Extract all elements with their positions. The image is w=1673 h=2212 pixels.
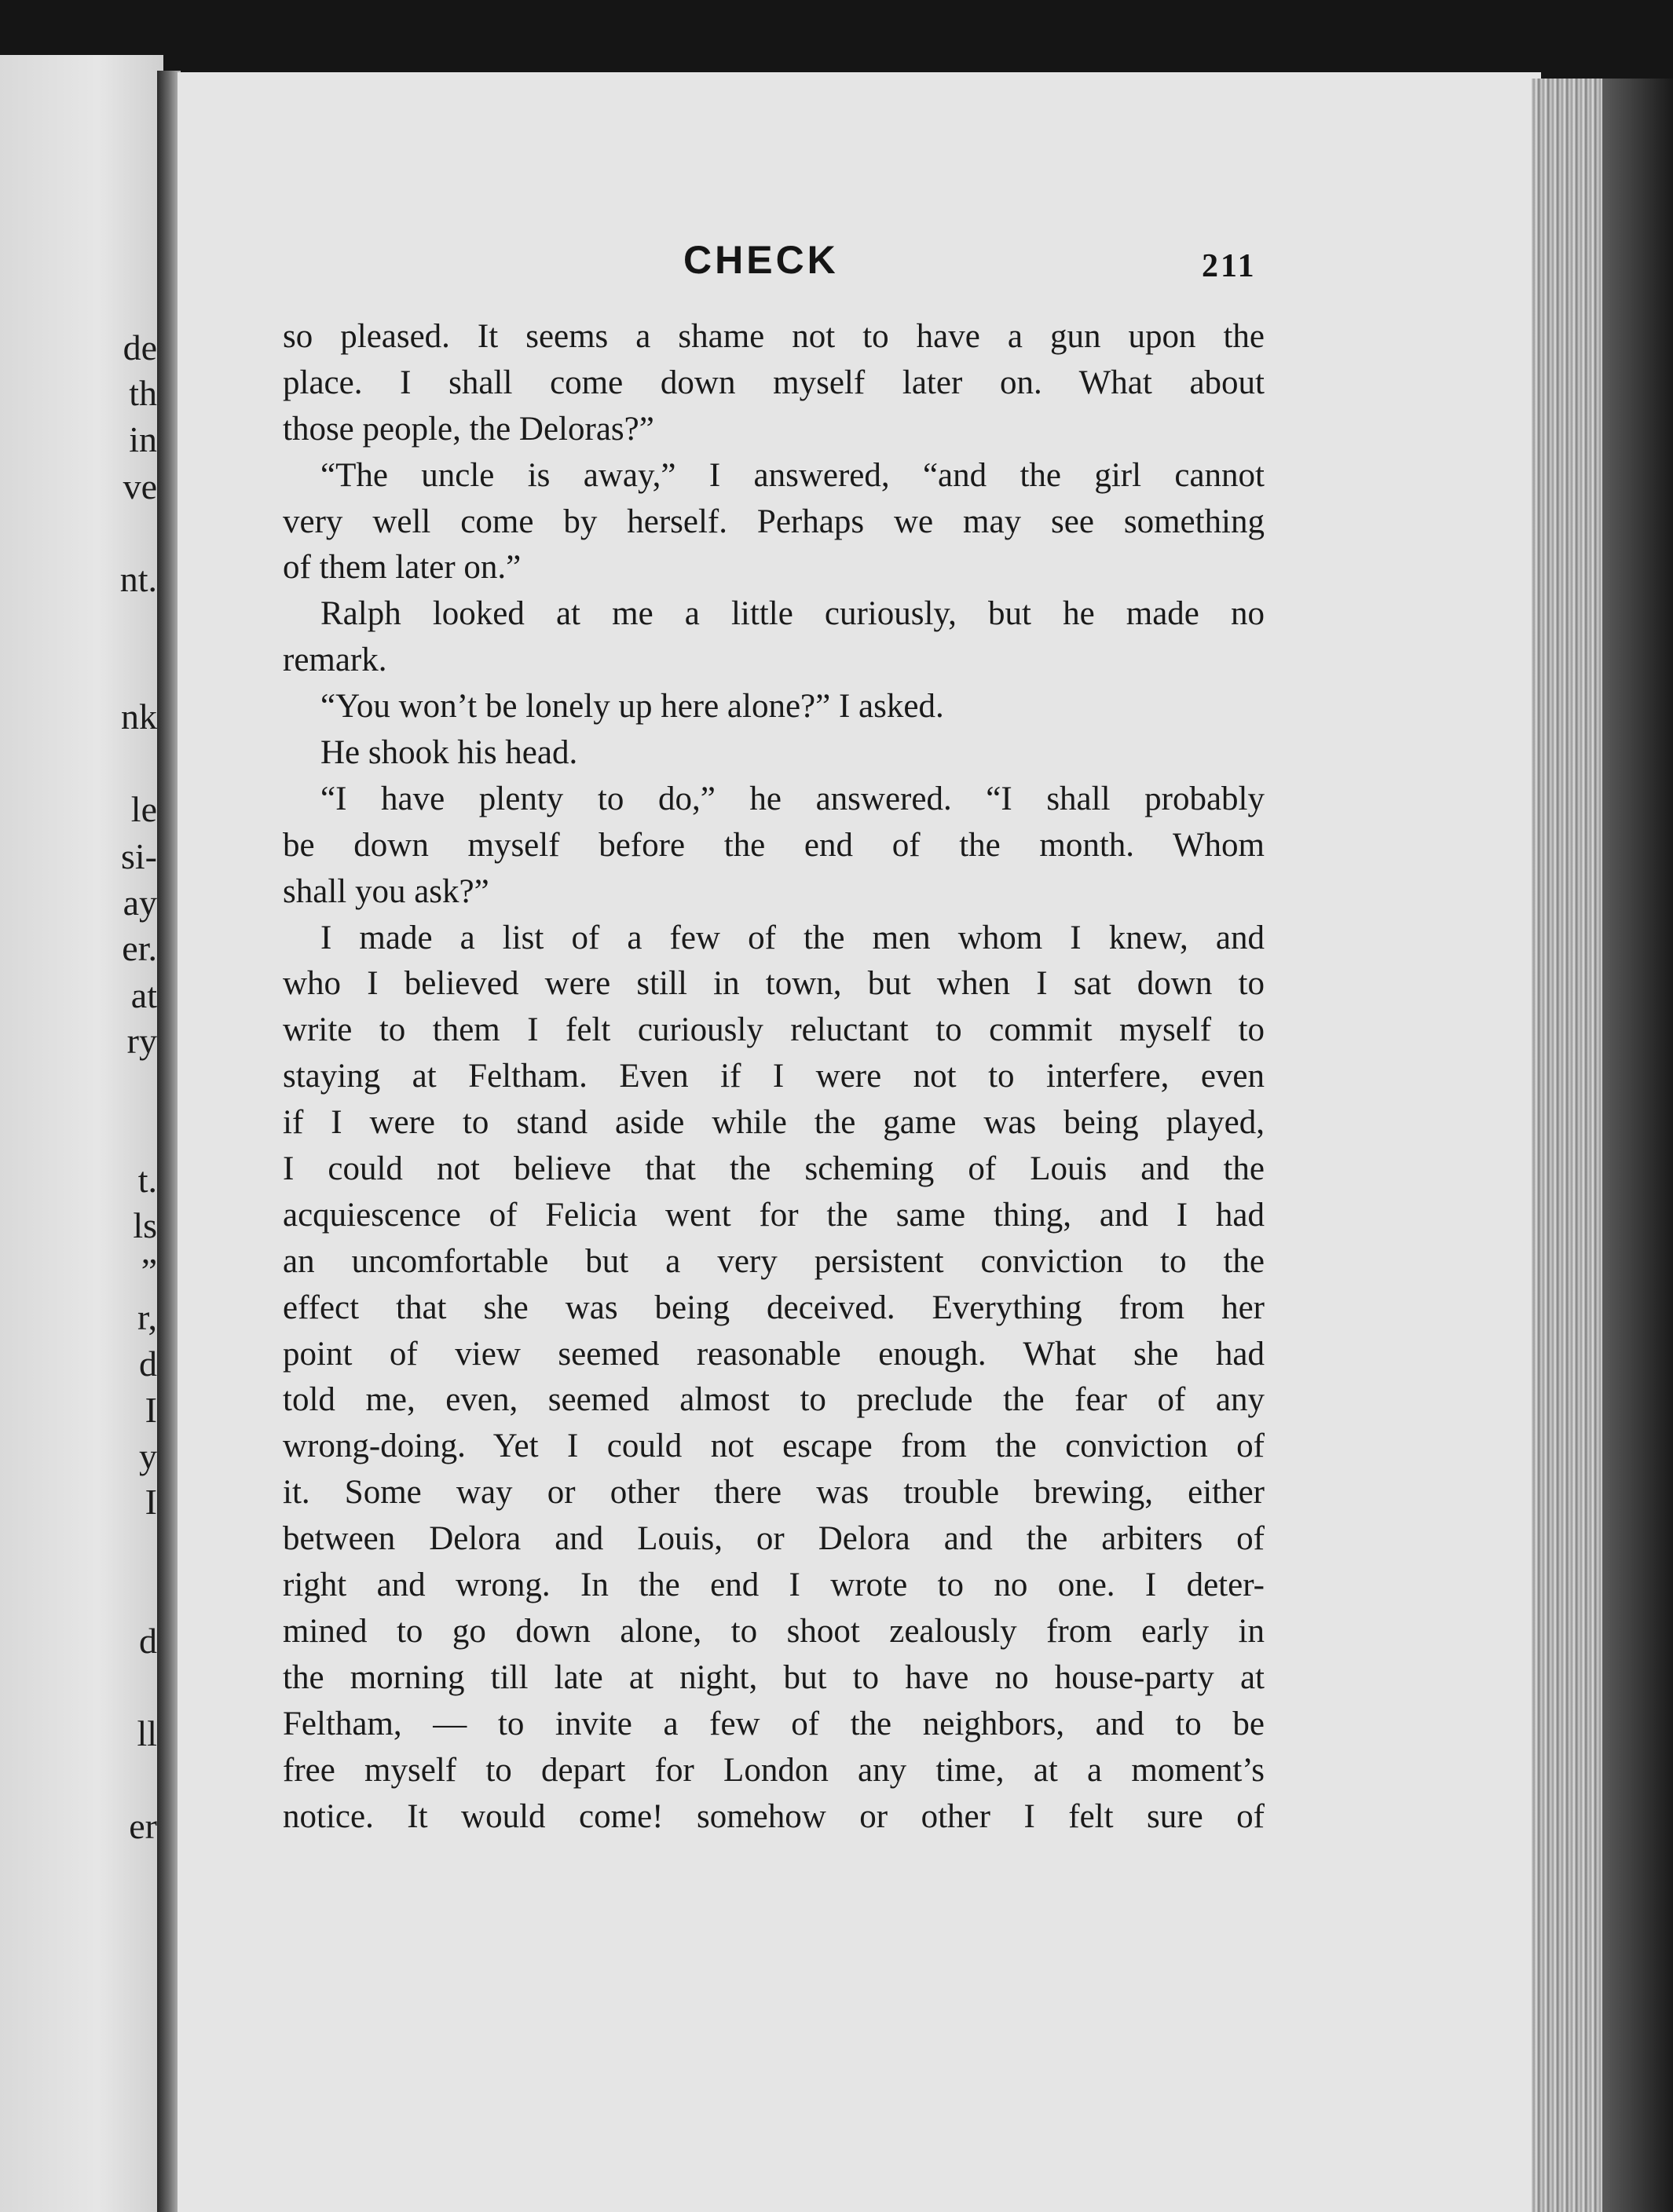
text-line: shall you ask?” — [283, 872, 489, 910]
text-line: right and wrong. In the end I wrote to no one. I deter- — [283, 1567, 1265, 1604]
text-line: “The uncle is away,” I answered, “and the girl cannot — [320, 456, 1265, 494]
left-page-fragment: I — [145, 1482, 157, 1522]
text-line: it. Some way or other there was trouble brewing, either — [283, 1474, 1265, 1512]
text-line: staying at Feltham. Even if I were not to interfere, even — [283, 1058, 1265, 1095]
text-line: those people, the Deloras?” — [283, 410, 654, 448]
text-line: who I believed were still in town, but when I sat down to — [283, 965, 1265, 1003]
text-line: wrong-doing. Yet I could not escape from the conviction of — [283, 1428, 1265, 1465]
text-line: be down myself before the end of the month. Whom — [283, 826, 1265, 864]
text-line: free myself to depart for London any time, at a moment’s — [283, 1751, 1265, 1789]
left-page-fragment: nt. — [119, 559, 157, 599]
left-page-fragment: er. — [122, 928, 157, 968]
left-page-fragment: ll — [137, 1713, 157, 1753]
page-stack-edge — [1532, 79, 1602, 2212]
text-line: He shook his head. — [320, 734, 578, 772]
left-page-fragment: d — [139, 1621, 157, 1661]
text-line: point of view seemed reasonable enough. What she had — [283, 1335, 1265, 1373]
left-page-fragment: r, — [137, 1297, 157, 1337]
text-line: I made a list of a few of the men whom I knew, and — [320, 919, 1265, 956]
text-line: very well come by herself. Perhaps we may see something — [283, 503, 1265, 540]
text-line: remark. — [283, 642, 387, 679]
text-line: so pleased. It seems a shame not to have a gun upon the — [283, 318, 1265, 355]
scan-background-right — [1602, 79, 1673, 2212]
left-page-fragment: de — [123, 327, 157, 367]
running-title: CHECK — [683, 238, 839, 282]
left-page-fragment: si- — [121, 836, 157, 876]
left-page-fragment: ” — [141, 1251, 157, 1291]
text-line: acquiescence of Felicia went for the same thing, and I had — [283, 1196, 1265, 1234]
left-page-fragment: er — [129, 1806, 157, 1846]
text-line: notice. It would come! somehow or other I felt sure of — [283, 1797, 1265, 1835]
left-page-fragment: y — [139, 1436, 157, 1476]
left-page-fragment: ls — [133, 1205, 157, 1245]
text-line: mined to go down alone, to shoot zealously from early in — [283, 1612, 1265, 1650]
left-page-fragment: t. — [137, 1160, 157, 1200]
left-page-fragment: I — [145, 1390, 157, 1430]
left-page-fragment: ay — [123, 883, 157, 923]
left-page-fragment: ve — [123, 466, 157, 506]
text-line: an uncomfortable but a very persistent conviction to the — [283, 1242, 1265, 1280]
text-line: the morning till late at night, but to have no house-party at — [283, 1658, 1265, 1696]
left-page-fragment: le — [130, 789, 157, 829]
text-line: I could not believe that the scheming of Louis and the — [283, 1150, 1265, 1188]
text-line: told me, even, seemed almost to preclude the fear of any — [283, 1381, 1265, 1419]
text-line: Ralph looked at me a little curiously, but he made no — [320, 595, 1265, 633]
body-text — [283, 314, 1265, 1840]
page-number: 211 — [1202, 248, 1257, 284]
left-page-fragment: th — [129, 373, 157, 413]
left-page-fragment: at — [130, 975, 157, 1015]
text-line: if I were to stand aside while the game was being played, — [283, 1104, 1265, 1142]
text-line: between Delora and Louis, or Delora and the arbiters of — [283, 1520, 1265, 1558]
left-page-fragment: d — [139, 1344, 157, 1384]
left-page-fragment: in — [129, 419, 157, 459]
text-line: write to them I felt curiously reluctant to commit myself to — [283, 1011, 1265, 1049]
text-line: place. I shall come down myself later on. What about — [283, 364, 1265, 401]
facing-page-left — [0, 55, 163, 2212]
text-line: of them later on.” — [283, 549, 522, 587]
left-page-fragment: nk — [121, 697, 157, 737]
text-line: “I have plenty to do,” he answered. “I shall probably — [320, 780, 1265, 817]
text-line: effect that she was being deceived. Everything from her — [283, 1289, 1265, 1326]
left-page-fragment: ry — [126, 1021, 157, 1061]
text-line: Feltham, — to invite a few of the neighbors, and to be — [283, 1705, 1265, 1742]
text-line: “You won’t be lonely up here alone?” I asked. — [320, 688, 944, 726]
